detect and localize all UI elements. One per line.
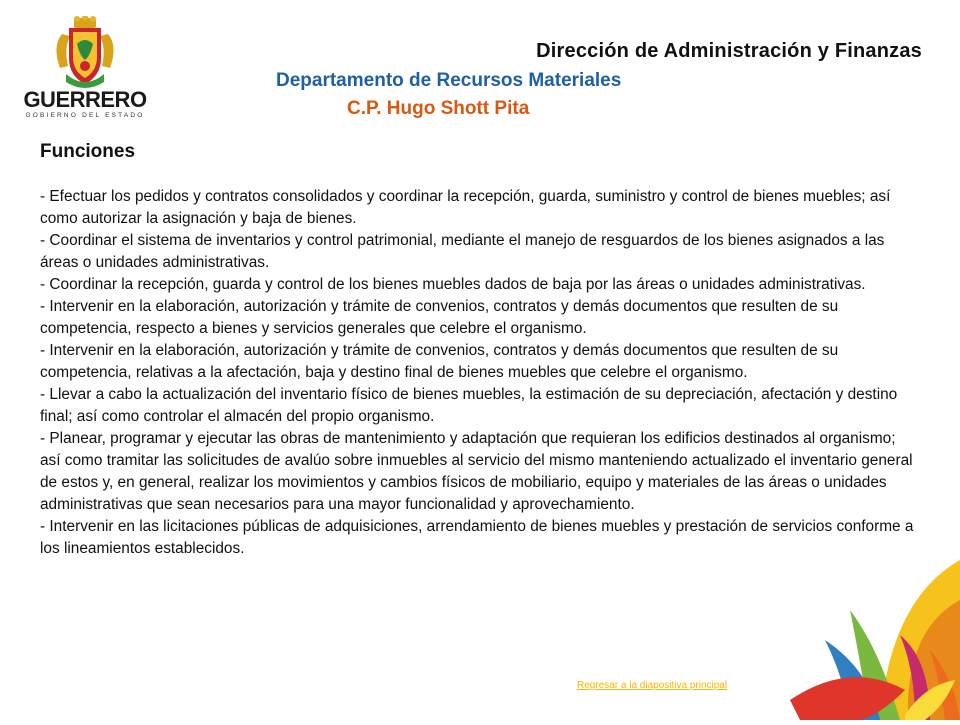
function-item: - Coordinar la recepción, guarda y control de los bienes muebles dados de baja por las áreas o unidades administrativas. xyxy=(40,276,866,293)
back-to-main-slide-link[interactable]: Regresar a la diapositiva principal xyxy=(577,680,728,691)
guerrero-logo xyxy=(22,16,148,126)
logo-text xyxy=(22,88,148,120)
function-item: - Intervenir en la elaboración, autorización y trámite de convenios, contratos y demás documentos que resulten de su competencia, respecto a bienes y servicios generales que celebre el organismo. xyxy=(40,298,839,337)
guerrero-coat-of-arms-icon xyxy=(22,16,148,88)
function-item: - Intervenir en la elaboración, autorización y trámite de convenios, contratos y demás documentos que resulten de su competencia, relativas a la afectación, baja y destino final de bienes muebles que celebre el organismo. xyxy=(40,342,839,381)
section-title: Funciones xyxy=(40,141,136,162)
function-item: - Llevar a cabo la actualización del inventario físico de bienes muebles, la estimación de su depreciación, afectación y destino final; así como controlar el almacén del propio organismo. xyxy=(40,386,898,425)
function-item: - Planear, programar y ejecutar las obras de mantenimiento y adaptación que requieran los edificios destinados al organismo; así como tramitar las solicitudes de avalúo sobre inmuebles al servicio del mismo manteniendo actualizado el inventario general de estos y, en general, realizar los movimientos y cambios físicos de mobiliario, equipo y materiales de las áreas o unidades administrativas que sean necesarios para una mayor funcionalidad y aprovechamiento. xyxy=(40,430,913,513)
logo-name: GUERRERO xyxy=(23,87,147,112)
person-name: C.P. Hugo Shott Pita xyxy=(347,98,530,119)
function-item: - Coordinar el sistema de inventarios y control patrimonial, mediante el manejo de resguardos de los bienes asignados a las áreas o unidades administrativas. xyxy=(40,232,885,271)
function-item: - Intervenir en las licitaciones públicas de adquisiciones, arrendamiento de bienes muebles y prestación de servicios conforme a los lineamientos establecidos. xyxy=(40,518,914,557)
flower-petals-decoration xyxy=(730,540,960,720)
logo-subtitle: GOBIERNO DEL ESTADO xyxy=(25,112,145,119)
department-title: Departamento de Recursos Materiales xyxy=(276,70,622,91)
page-title: Dirección de Administración y Finanzas xyxy=(536,40,922,62)
functions-list xyxy=(40,186,920,560)
function-item: - Efectuar los pedidos y contratos consolidados y coordinar la recepción, guarda, suministro y control de bienes muebles; así como autorizar la asignación y baja de bienes. xyxy=(40,188,891,227)
